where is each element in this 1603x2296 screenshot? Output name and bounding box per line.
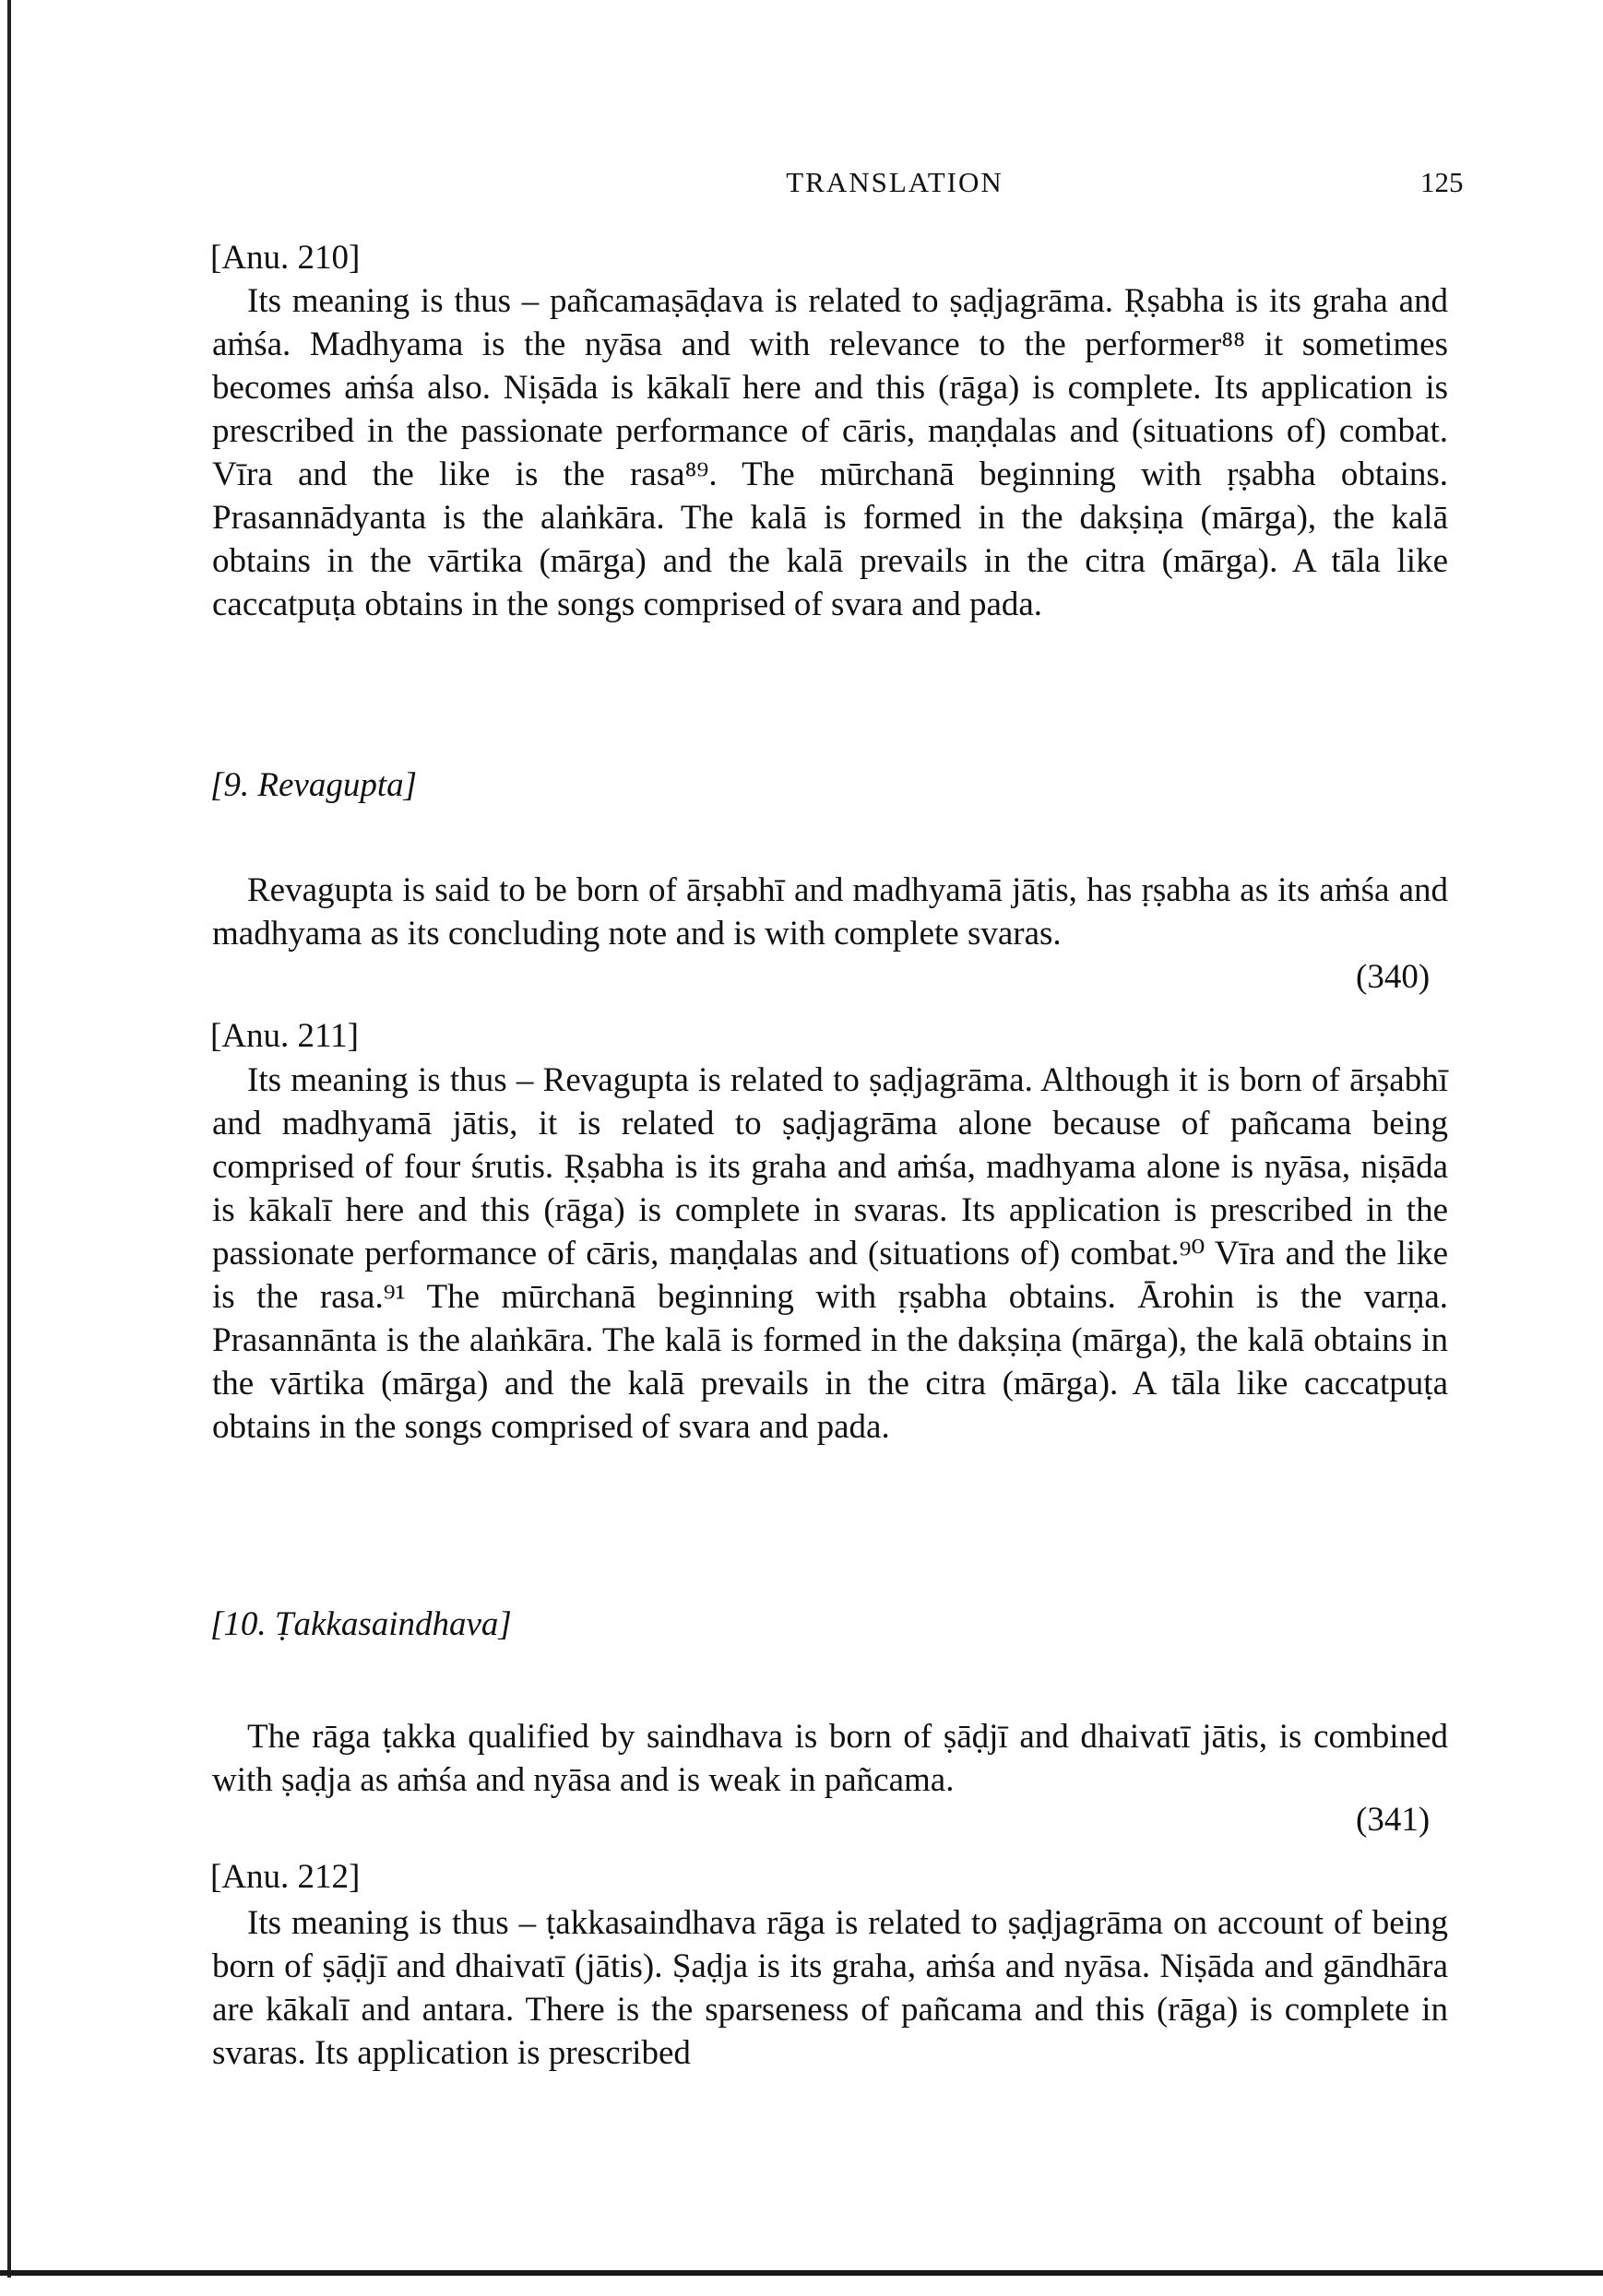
verse-number-340: (340) [1356,958,1431,996]
commentary-paragraph-210: Its meaning is thus – pañcamaṣāḍava is related to ṣaḍjagrāma. Ṛṣabha is its graha and aṁśa. Madhyama is the nyāsa and with relevance to the performer⁸⁸ it sometimes becomes aṁśa also. Niṣāda is kākalī here and this (rāga) is complete. Its application is prescribed in the passionate performance of cāris, maṇḍalas and (situations of) combat. Vīra and the like is the rasa⁸⁹. The mūrchanā beginning with ṛṣabha obtains. Prasannādyanta is the alaṅkāra. The kalā is formed in the dakṣiṇa (mārga), the kalā obtains in the vārtika (mārga) and the kalā prevails in the citra (mārga). A tāla like caccatpuṭa obtains in the songs comprised of svara and pada. [212,282,1448,623]
verse-number-341: (341) [1356,1801,1431,1839]
left-edge-rule [7,0,11,2278]
page-number: 125 [1420,166,1464,198]
anuccheda-label-210: [Anu. 210] [210,239,361,277]
anuccheda-label-212: [Anu. 212] [210,1858,361,1896]
verse-340: Revagupta is said to be born of ārṣabhī and madhyamā jātis, has ṛṣabha as its aṁśa and madhyama as its concluding note and is with complete svaras. [212,871,1448,953]
running-header: TRANSLATION [786,166,1003,198]
section-heading-takkasaindhava: [10. Ṭakkasaindhava] [210,1605,512,1643]
bottom-edge-rule [0,2270,1603,2276]
section-heading-revagupta: [9. Revagupta] [210,766,418,804]
verse-341: The rāga ṭakka qualified by saindhava is born of ṣāḍjī and dhaivatī jātis, is combined with ṣaḍja as aṁśa and nyāsa and is weak in pañcama. [212,1718,1448,1799]
anuccheda-label-211: [Anu. 211] [210,1017,359,1055]
commentary-paragraph-212: Its meaning is thus – ṭakkasaindhava rāga is related to ṣaḍjagrāma on account of being born of ṣāḍjī and dhaivatī (jātis). Ṣaḍja is its graha, aṁśa and nyāsa. Niṣāda and gāndhāra are kākalī and antara. There is the sparseness of pañcama and this (rāga) is complete in svaras. Its application is prescribed [212,1904,1448,2072]
commentary-paragraph-211: Its meaning is thus – Revagupta is related to ṣaḍjagrāma. Although it is born of ārṣabhī and madhyamā jātis, it is related to ṣaḍjagrāma alone because of pañcama being comprised of four śrutis. Ṛṣabha is its graha and aṁśa, madhyama alone is nyāsa, niṣāda is kākalī here and this (rāga) is complete in svaras. Its application is prescribed in the passionate performance of cāris, maṇḍalas and (situations of) combat.⁹⁰ Vīra and the like is the rasa.⁹¹ The mūrchanā beginning with ṛṣabha obtains. Ārohin is the varṇa. Prasannānta is the alaṅkāra. The kalā is formed in the dakṣiṇa (mārga), the kalā obtains in the vārtika (mārga) and the kalā prevails in the citra (mārga). A tāla like caccatpuṭa obtains in the songs comprised of svara and pada. [212,1061,1448,1446]
